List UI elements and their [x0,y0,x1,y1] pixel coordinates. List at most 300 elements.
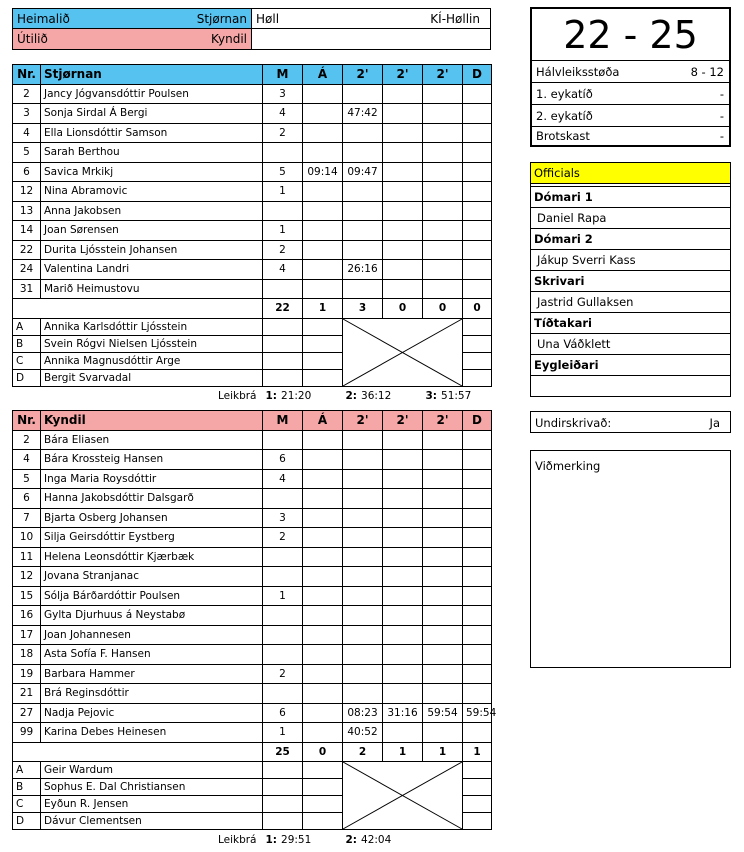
player-stat-s3 [423,723,463,743]
timeouts-spacer [13,386,41,406]
team-name-header: Kyndil [41,411,263,431]
player-stat-m: 2 [263,664,303,684]
player-stat-s2 [383,625,423,645]
player-number: 24 [13,260,41,280]
venue-name: KÍ-Høllin [430,12,480,26]
overtime2-row [532,105,729,127]
player-stat-s3 [423,221,463,241]
player-stat-s1 [343,606,383,626]
timeouts-row [13,386,492,406]
team-name-header: Stjørnan [41,65,263,85]
player-stat-s2 [383,430,423,450]
player-stat-s1 [343,240,383,260]
timeout-number: 2: [345,833,358,846]
player-stat-d [463,104,492,124]
signed-value: Ja [709,416,720,430]
col-nr-header: Nr. [13,65,41,85]
total-m: 22 [263,299,303,319]
player-stat-s3 [423,645,463,665]
penalty-label: Brotskast [536,129,590,143]
overtime2-value: - [719,109,724,123]
remarks-box [530,450,731,668]
player-stat-a [303,508,343,528]
player-stat-s1 [343,450,383,470]
official-name-row [531,250,731,271]
player-stat-s2 [383,645,423,665]
player-stat-s3 [423,260,463,280]
timeout-time: 36:12 [361,390,392,402]
player-row [13,586,492,606]
timeout-entry [263,386,343,406]
total-a: 1 [303,299,343,319]
player-number: 99 [13,723,41,743]
player-stat-d [463,586,492,606]
official-role: Dómari 2 [531,229,731,250]
player-number: 16 [13,606,41,626]
timeouts-spacer [13,830,41,850]
player-stat-a [303,489,343,509]
player-row [13,489,492,509]
player-row [13,201,492,221]
player-stat-m: 6 [263,703,303,723]
player-row [13,450,492,470]
player-row [13,123,492,143]
player-stat-s1 [343,664,383,684]
player-row [13,143,492,163]
overtime1-label: 1. eykatíð [536,87,593,101]
official-name: Svein Rógvi Nielsen Ljósstein [41,335,263,352]
player-stat-a [303,469,343,489]
player-stat-s3 [423,625,463,645]
col-header: 2' [383,65,423,85]
official-empty [263,335,303,352]
player-number: 15 [13,586,41,606]
player-stat-d [463,182,492,202]
total-s2: 1 [383,742,423,762]
player-stat-d [463,664,492,684]
official-empty [263,762,303,779]
player-row [13,684,492,704]
col-header: D [463,65,492,85]
player-name: Marið Heimustovu [41,279,263,299]
player-stat-s3 [423,182,463,202]
official-empty [303,352,343,369]
player-number: 6 [13,162,41,182]
player-row [13,664,492,684]
official-name: Eyðun R. Jensen [41,796,263,813]
cross-mark [343,319,462,386]
player-stat-s2 [383,143,423,163]
official-name: Annika Karlsdóttir Ljósstein [41,318,263,335]
official-role: Tíðtakari [531,313,731,334]
player-stat-s3 [423,104,463,124]
official-role-row [531,271,731,292]
player-number: 13 [13,201,41,221]
total-d: 0 [463,299,492,319]
player-row [13,723,492,743]
player-stat-m: 4 [263,104,303,124]
player-name: Gylta Djurhuus á Neystabø [41,606,263,626]
player-stat-s3 [423,430,463,450]
player-stat-d [463,684,492,704]
player-row [13,84,492,104]
overtime2-label: 2. eykatíð [536,109,593,123]
player-stat-s3 [423,469,463,489]
official-code: A [13,318,41,335]
player-row [13,508,492,528]
player-stat-a [303,123,343,143]
player-stat-a [303,625,343,645]
player-stat-m: 1 [263,221,303,241]
player-stat-s2 [383,123,423,143]
official-empty [263,352,303,369]
player-stat-m [263,645,303,665]
official-person: Daniel Rapa [531,208,731,229]
col-nr-header: Nr. [13,411,41,431]
official-code: D [13,813,41,830]
player-name: Ella Lionsdóttir Samson [41,123,263,143]
player-number: 5 [13,469,41,489]
official-role-row [531,355,731,376]
player-stat-s2: 31:16 [383,703,423,723]
player-row [13,104,492,124]
player-stat-s2 [383,684,423,704]
total-s3: 0 [423,299,463,319]
player-stat-s1: 26:16 [343,260,383,280]
player-stat-d [463,606,492,626]
player-row [13,547,492,567]
player-stat-a [303,182,343,202]
timeouts-label: Leikbrá [217,833,257,846]
timeout-entry [343,386,423,406]
official-empty [463,335,492,352]
player-stat-s1 [343,489,383,509]
official-person [531,376,731,397]
official-person: Jastrid Gullaksen [531,292,731,313]
player-stat-s2 [383,182,423,202]
col-header: 2' [423,411,463,431]
player-name: Jovana Stranjanac [41,567,263,587]
official-empty [263,369,303,386]
col-header: M [263,411,303,431]
player-name: Jancy Jógvansdóttir Poulsen [41,84,263,104]
player-stat-s1: 09:47 [343,162,383,182]
player-stat-d [463,123,492,143]
official-empty [463,813,492,830]
player-stat-s3 [423,201,463,221]
player-name: Brá Reginsdóttir [41,684,263,704]
player-name: Bjarta Osberg Johansen [41,508,263,528]
player-stat-s2 [383,489,423,509]
signed-label: Undirskrivað: [535,416,612,430]
halftime-value: 8 - 12 [690,65,724,79]
col-header: D [463,411,492,431]
player-number: 3 [13,104,41,124]
official-code: C [13,796,41,813]
official-empty [463,796,492,813]
score-box [530,7,731,147]
player-stat-m [263,201,303,221]
player-name: Karina Debes Heinesen [41,723,263,743]
player-number: 14 [13,221,41,241]
player-stat-s1 [343,586,383,606]
player-stat-d [463,567,492,587]
player-number: 18 [13,645,41,665]
total-a: 0 [303,742,343,762]
match-header [12,8,491,50]
player-stat-m: 4 [263,469,303,489]
player-stat-s1 [343,645,383,665]
player-stat-s2 [383,279,423,299]
player-stat-d [463,221,492,241]
player-name: Asta Sofía F. Hansen [41,645,263,665]
player-name: Sólja Bárðardóttir Poulsen [41,586,263,606]
official-name-row [531,376,731,397]
player-stat-s1 [343,430,383,450]
official-name: Bergit Svarvadal [41,369,263,386]
timeout-time: 42:04 [361,833,392,846]
player-name: Helena Leonsdóttir Kjærbæk [41,547,263,567]
player-stat-d [463,162,492,182]
player-stat-d [463,547,492,567]
player-name: Bára Krossteig Hansen [41,450,263,470]
player-row [13,260,492,280]
timeouts-row [13,830,492,850]
player-stat-a [303,586,343,606]
home-team-cell [13,9,252,29]
signed-box [530,411,731,433]
player-stat-s1 [343,469,383,489]
player-name: Joan Sørensen [41,221,263,241]
total-s1: 3 [343,299,383,319]
player-stat-a [303,201,343,221]
col-header: 2' [423,65,463,85]
player-stat-d [463,143,492,163]
official-empty [263,318,303,335]
player-stat-a [303,703,343,723]
player-number: 6 [13,489,41,509]
officials-title-row [531,163,731,184]
player-stat-s3 [423,279,463,299]
player-stat-m: 1 [263,182,303,202]
player-stat-s2 [383,450,423,470]
player-row [13,430,492,450]
player-number: 22 [13,240,41,260]
player-number: 2 [13,430,41,450]
player-stat-s3 [423,684,463,704]
official-empty [463,318,492,335]
official-person: Jákup Sverri Kass [531,250,731,271]
player-stat-a [303,645,343,665]
player-stat-s2 [383,469,423,489]
player-number: 12 [13,567,41,587]
player-stat-d [463,430,492,450]
timeout-entry [423,386,492,406]
player-number: 17 [13,625,41,645]
timeout-entry [343,830,423,850]
player-stat-d [463,260,492,280]
player-name: Sonja Sirdal Á Bergi [41,104,263,124]
official-name: Dávur Clementsen [41,813,263,830]
player-stat-s1 [343,84,383,104]
away-team-name: Kyndil [211,32,247,46]
official-empty [303,762,343,779]
player-stat-s3 [423,547,463,567]
col-header: M [263,65,303,85]
cross-mark [343,762,462,829]
officials-title: Officials [531,163,731,184]
player-number: 4 [13,123,41,143]
official-empty [303,369,343,386]
player-name: Joan Johannesen [41,625,263,645]
player-stat-m: 5 [263,162,303,182]
player-stat-a [303,528,343,548]
player-row [13,279,492,299]
player-stat-s1 [343,279,383,299]
official-role: Skrivari [531,271,731,292]
player-stat-s2 [383,586,423,606]
official-empty [303,796,343,813]
player-name: Silja Geirsdóttir Eystberg [41,528,263,548]
player-stat-d [463,469,492,489]
player-stat-a [303,567,343,587]
player-name: Sarah Berthou [41,143,263,163]
player-stat-s2 [383,84,423,104]
overtime1-value: - [719,87,724,101]
player-row [13,162,492,182]
player-stat-a [303,84,343,104]
player-stat-a [303,664,343,684]
player-name: Valentina Landri [41,260,263,280]
player-stat-s3 [423,240,463,260]
player-stat-a [303,606,343,626]
total-s3: 1 [423,742,463,762]
player-stat-s2 [383,162,423,182]
player-stat-s1 [343,625,383,645]
player-stat-s3 [423,84,463,104]
timeout-time: 21:20 [281,390,312,402]
player-stat-s2 [383,567,423,587]
official-code: B [13,779,41,796]
player-number: 19 [13,664,41,684]
player-stat-s2 [383,221,423,241]
away-label: Útilið [17,32,48,46]
player-stat-s3 [423,162,463,182]
timeout-number: 1: [265,833,278,846]
crossed-out-box [343,762,463,830]
player-stat-d [463,240,492,260]
col-header: 2' [343,65,383,85]
halftime-row [532,61,729,83]
player-name: Nina Abramovic [41,182,263,202]
player-stat-s3 [423,567,463,587]
official-name-row [531,292,731,313]
official-role-row [531,229,731,250]
player-stat-d [463,645,492,665]
player-stat-m: 2 [263,240,303,260]
official-code: B [13,335,41,352]
total-s1: 2 [343,742,383,762]
player-stat-m: 2 [263,123,303,143]
player-stat-m: 3 [263,508,303,528]
player-name: Savica Mrkikj [41,162,263,182]
player-row [13,703,492,723]
player-row [13,221,492,241]
official-empty [263,813,303,830]
player-stat-m: 4 [263,260,303,280]
player-row [13,645,492,665]
player-number: 27 [13,703,41,723]
player-number: 2 [13,84,41,104]
col-header: 2' [343,411,383,431]
official-name: Annika Magnusdóttir Arge [41,352,263,369]
player-stat-m: 2 [263,528,303,548]
player-stat-a [303,450,343,470]
official-role: Dómari 1 [531,187,731,208]
player-stat-m [263,430,303,450]
official-name: Geir Wardum [41,762,263,779]
player-number: 31 [13,279,41,299]
final-score: 22 - 25 [563,13,698,57]
totals-row [13,299,492,319]
player-stat-s2 [383,528,423,548]
totals-spacer [13,299,263,319]
player-row [13,567,492,587]
venue-cell [252,9,490,29]
official-empty [303,779,343,796]
crossed-out-box [343,318,463,386]
player-stat-m [263,489,303,509]
official-empty [463,369,492,386]
player-row [13,182,492,202]
official-empty [263,779,303,796]
official-role-row [531,313,731,334]
official-empty [463,762,492,779]
player-row [13,528,492,548]
player-stat-s1 [343,221,383,241]
player-name: Bára Eliasen [41,430,263,450]
official-name: Sophus E. Dal Christiansen [41,779,263,796]
player-stat-d [463,84,492,104]
player-stat-a [303,547,343,567]
timeouts-label: Leikbrá [217,390,257,402]
total-m: 25 [263,742,303,762]
overtime1-row [532,83,729,105]
player-stat-s1 [343,201,383,221]
player-stat-s1 [343,547,383,567]
timeout-number: 2: [345,390,358,402]
player-stat-s3 [423,123,463,143]
player-stat-m [263,625,303,645]
player-stat-m [263,606,303,626]
player-number: 5 [13,143,41,163]
player-name: Hanna Jakobsdóttir Dalsgarð [41,489,263,509]
col-header: Á [303,411,343,431]
penalty-value: - [719,129,724,143]
col-header: Á [303,65,343,85]
player-stat-m: 1 [263,586,303,606]
player-number: 12 [13,182,41,202]
player-stat-m [263,279,303,299]
totals-spacer [13,742,263,762]
player-stat-d [463,489,492,509]
player-number: 10 [13,528,41,548]
player-stat-s2 [383,104,423,124]
player-stat-a: 09:14 [303,162,343,182]
player-stat-m: 3 [263,84,303,104]
home-label: Heimalið [17,12,70,26]
player-number: 21 [13,684,41,704]
